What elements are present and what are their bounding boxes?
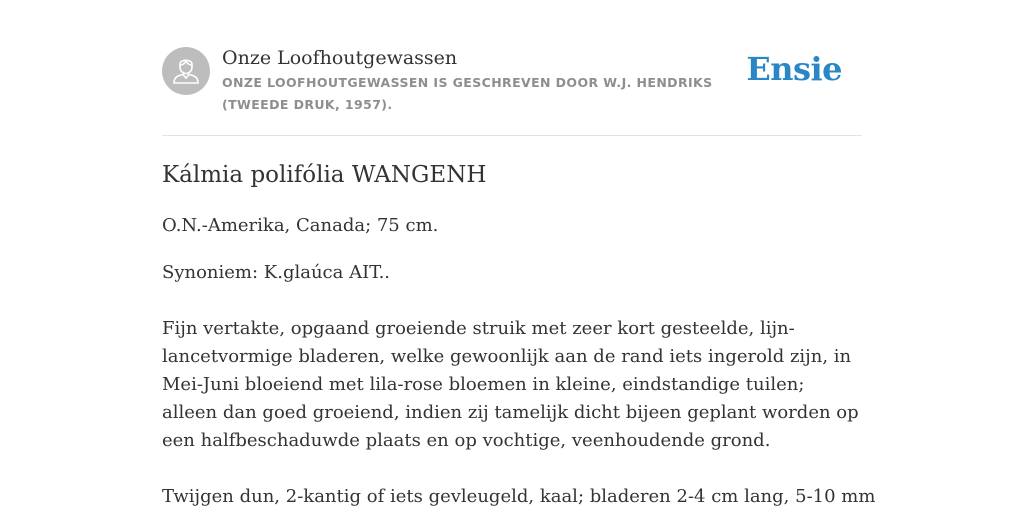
book-header [162, 46, 862, 116]
book-description: ONZE LOOFHOUTGEWASSEN IS GESCHREVEN DOOR W.J. HENDRIKS (TWEEDE DRUK, 1957). [222, 75, 713, 112]
author-avatar[interactable] [162, 47, 210, 95]
entry-title: Kálmia polifólia WANGENH [162, 162, 487, 188]
book-title[interactable]: Onze Loofhoutgewassen [222, 47, 458, 69]
entry-paragraph: O.N.-Amerika, Canada; 75 cm. [162, 215, 439, 236]
entry-paragraph: Twijgen dun, 2-kantig of iets gevleugeld, kaal; bladeren 2-4 cm lang, 5-10 mm [162, 486, 876, 507]
entry-paragraph: Synoniem: K.glaúca AIT.. [162, 262, 391, 283]
user-icon [172, 54, 200, 88]
ensie-logo[interactable]: Ensie [746, 50, 842, 88]
header-divider [162, 135, 862, 136]
entry-paragraph: Fijn vertakte, opgaand groeiende struik met zeer kort gesteelde, lijn-lancetvormige bladeren, welke gewoonlijk aan de rand iets ingerold zijn, in Mei-Juni bloeiend met lila-rose bloemen in kleine, eindstandige tuilen; alleen dan goed groeiend, indien zij tamelijk dicht bijeen geplant worden op een halfbeschaduwde plaats en op vochtige, veenhoudende grond. [162, 318, 859, 451]
